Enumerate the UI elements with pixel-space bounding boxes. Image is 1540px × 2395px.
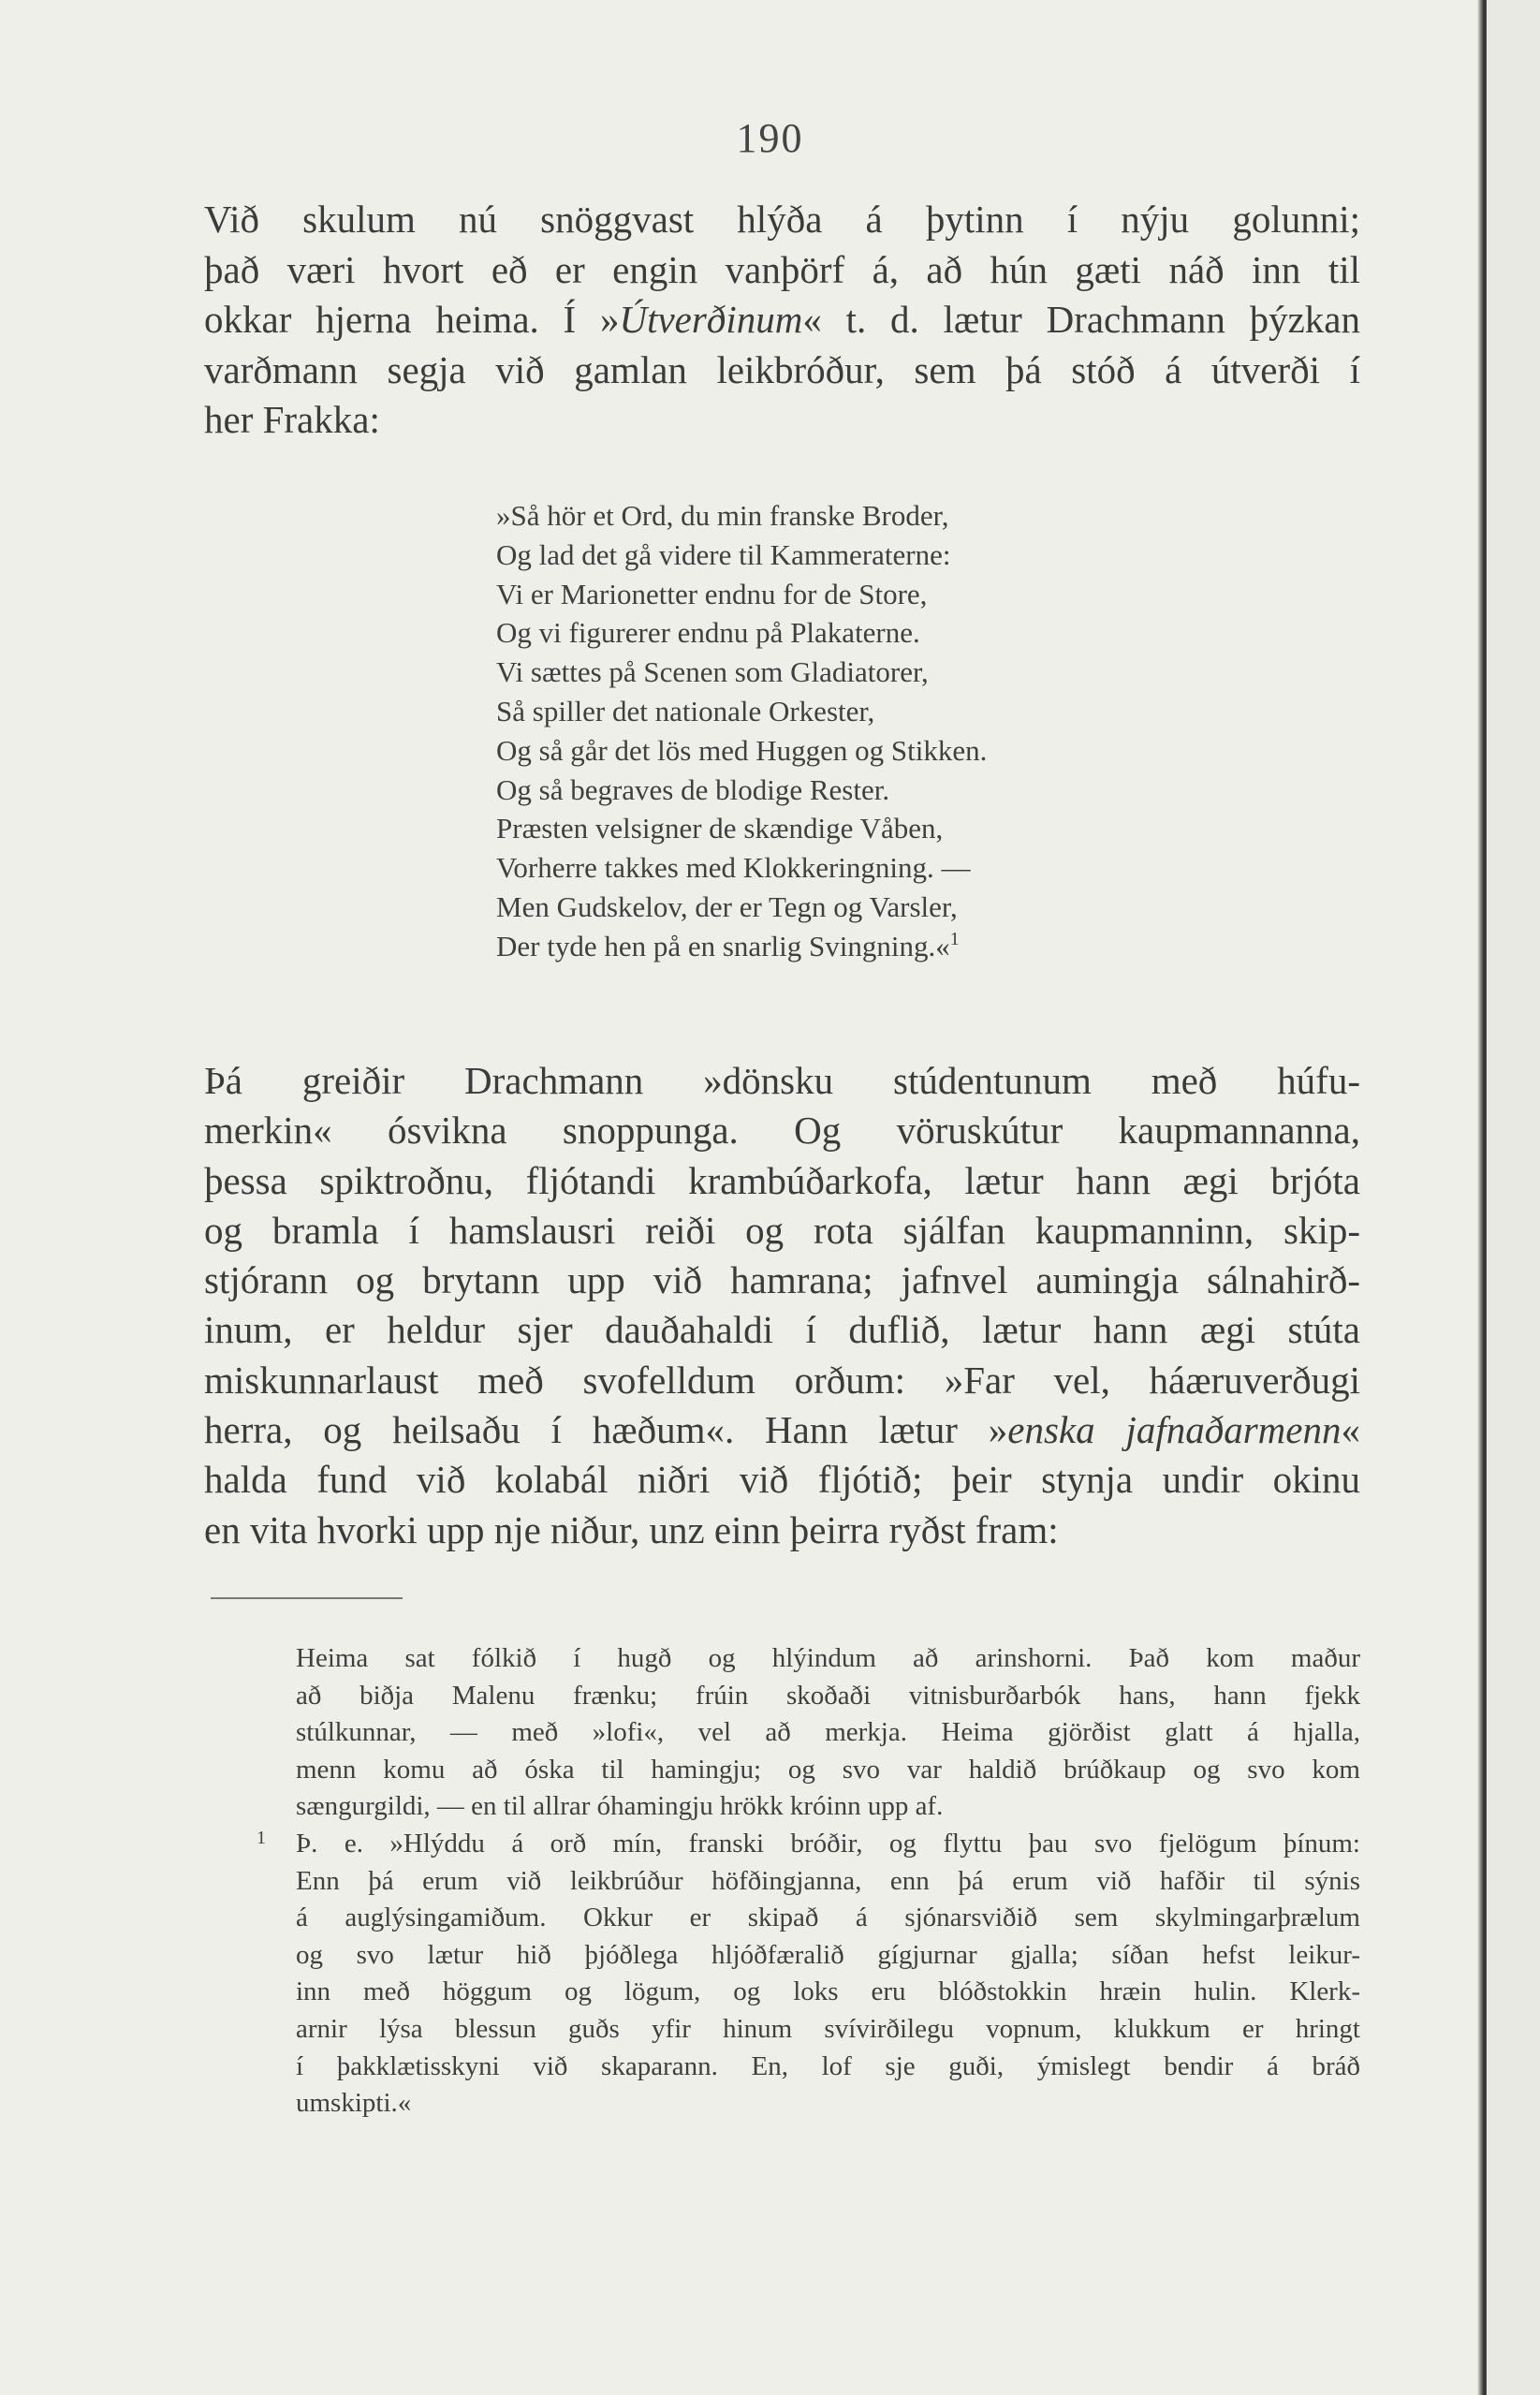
poem-line: Vi sættes på Scenen som Gladiatorer,: [496, 655, 929, 689]
footnote-line: Heima sat fólkið í hugð og hlýindum að arinshorni. Það kom maður: [296, 1643, 1360, 1673]
footnote-1: [257, 1826, 1360, 2123]
footnote-line: inn með höggum og lögum, og loks eru blóðstokkin hræin hulin. Klerk-: [296, 1976, 1360, 2007]
footnotes: [257, 1640, 1360, 2123]
poem-line: Vi er Marionetter endnu for de Store,: [496, 577, 928, 610]
footnote-line: sængurgildi, — en til allrar óhamingju hrökk króinn upp af.: [296, 1791, 944, 1822]
text-line: miskunnarlaust með svofelldum orðum: »Far vel, háæruverðugi: [204, 1358, 1360, 1402]
footnote-marker: 1: [257, 1827, 266, 1848]
footnote-line: menn komu að óska til hamingju; og svo var haldið brúðkaup og svo kom: [296, 1754, 1360, 1785]
poem-line: Og lad det gå videre til Kammeraterne:: [496, 537, 951, 571]
footnote-line: á auglýsingamiðum. Okkur er skipað á sjónarsviðið sem skylmingarþrælum: [296, 1903, 1360, 1933]
text-line: og bramla í hamslausri reiði og rota sjálfan kaupmanninn, skip-: [204, 1208, 1360, 1252]
footnote-reference[interactable]: 1: [949, 928, 960, 949]
page-outer-margin: [1487, 0, 1540, 2395]
poem-quotation: [496, 496, 1170, 966]
text-line: Við skulum nú snöggvast hlýða á þytinn í nýju golunni;: [204, 198, 1360, 241]
footnote-line: í þakklætisskyni við skaparann. En, lof sje guði, ýmislegt bendir á bráð: [296, 2050, 1360, 2081]
footnote-continued: [296, 1640, 1360, 1826]
text-line: merkin« ósvikna snoppunga. Og vöruskútur kaupmannanna,: [204, 1109, 1360, 1153]
poem-line: Der tyde hen på en snarlig Svingning.«$^1$: [496, 928, 960, 962]
text-line: her Frakka:: [204, 398, 380, 442]
poem-line: Og vi figurerer endnu på Plakaterne.: [496, 616, 920, 650]
poem-line: Så spiller det nationale Orkester,: [496, 694, 875, 727]
poem-line: Og så begraves de blodige Rester.: [496, 772, 890, 806]
text-line: það væri hvort eð er engin vanþörf á, að hún gæti náð inn til: [204, 247, 1360, 291]
text-line: stjórann og brytann upp við hamrana; jafnvel aumingja sálnahirð-: [204, 1258, 1360, 1302]
text-line: okkar hjerna heima. Í »Útverðinum« t. d. lætur Drachmann þýzkan: [204, 298, 1360, 342]
text-line: Þá greiðir Drachmann »dönsku stúdentunum með húfu-: [204, 1059, 1360, 1102]
footnote-line: og svo lætur hið þjóðlega hljóðfæralið gígjurnar gjalla; síðan hefst leikur-: [296, 1939, 1360, 1970]
text-line: en vita hvorki upp nje niður, unz einn þeirra ryðst fram:: [204, 1507, 1059, 1551]
footnote-line: Þ. e. »Hlýddu á orð mín, franski bróðir, og flyttu þau svo fjelögum þínum:: [296, 1828, 1360, 1859]
footnote-line: umskipti.«: [296, 2088, 412, 2119]
text-line: herra, og heilsaðu í hæðum«. Hann lætur »enska jafnaðarmenn«: [204, 1408, 1360, 1452]
page-gutter-edge: [1477, 0, 1487, 2395]
poem-line: Præsten velsigner de skændige Våben,: [496, 812, 944, 845]
title-utverdinum: Útverðinum: [619, 298, 803, 342]
text-line: halda fund við kolabál niðri við fljótið; þeir stynja undir okinu: [204, 1458, 1360, 1502]
text-line: inum, er heldur sjer dauðahaldi í duflið, lætur hann ægi stúta: [204, 1308, 1360, 1352]
paragraph-intro: [204, 195, 1360, 446]
poem-line: Vorherre takkes med Klokkeringning. —: [496, 851, 971, 885]
footnote-line: stúlkunnar, — með »lofi«, vel að merkja. Heima gjörðist glatt á hjalla,: [296, 1717, 1360, 1748]
text-line: þessa spiktroðnu, fljótandi krambúðarkofa, lætur hann ægi brjóta: [204, 1158, 1360, 1202]
footnote-divider: [211, 1597, 403, 1599]
poem-line: Men Gudskelov, der er Tegn og Varsler,: [496, 889, 958, 923]
footnote-line: að biðja Malenu frænku; frúin skoðaði vitnisburðarbók hans, hann fjekk: [296, 1680, 1360, 1711]
poem-line: »Så hör et Ord, du min franske Broder,: [496, 499, 949, 532]
page-number: 190: [736, 115, 804, 161]
paragraph-drachmann: [204, 1056, 1360, 1555]
poem-line: Og så går det lös med Huggen og Stikken.: [496, 733, 988, 767]
text-line: varðmann segja við gamlan leikbróður, sem þá stóð á útverði í: [204, 347, 1360, 391]
title-enska-jafnadarmenn: enska jafnaðarmenn: [1007, 1408, 1342, 1452]
footnote-line: Enn þá erum við leikbrúður höfðingjanna, enn þá erum við hafðir til sýnis: [296, 1865, 1360, 1896]
footnote-line: arnir lýsa blessun guðs yfir hinum svívirðilegu vopnum, klukkum er hringt: [296, 2013, 1360, 2044]
